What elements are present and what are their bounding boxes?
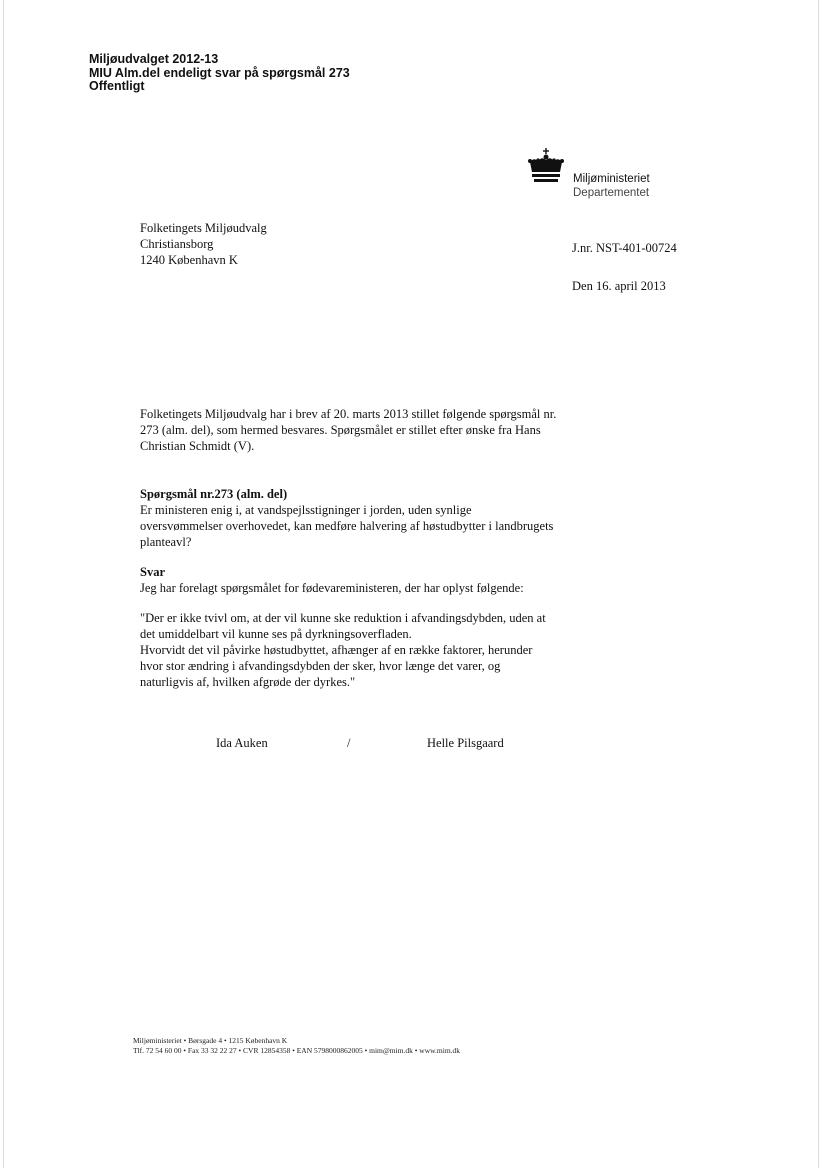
- question-heading: Spørgsmål nr.273 (alm. del): [140, 487, 288, 501]
- quote-line: naturligvis af, hvilken afgrøde der dyrkes.": [140, 675, 356, 689]
- signature-official: Helle Pilsgaard: [427, 736, 504, 750]
- letter-date: Den 16. april 2013: [572, 279, 666, 293]
- quote-line: Hvorvidt det vil påvirke høstudbyttet, afhænger af en række faktorer, herunder: [140, 643, 533, 657]
- letter-footer: [133, 1036, 460, 1056]
- scan-edge-left: [3, 0, 4, 1168]
- journal-number: J.nr. NST-401-00724: [572, 241, 677, 255]
- quote-line: det umiddelbart vil kunne ses på dyrkningsoverfladen.: [140, 627, 412, 641]
- footer-contact: Tlf. 72 54 60 00 • Fax 33 32 22 27 • CVR 12854358 • EAN 5798000862005 • mim@mim.dk • www.mim.dk: [133, 1046, 461, 1055]
- answer-heading: Svar: [140, 565, 165, 579]
- document-header: [89, 53, 350, 94]
- question-line: planteavl?: [140, 535, 192, 549]
- question-line: Er ministeren enig i, at vandspejlsstigninger i jorden, uden synlige: [140, 503, 472, 517]
- header-status: Offentligt: [89, 79, 145, 93]
- recipient-address: [140, 220, 267, 268]
- scan-edge-right: [818, 0, 819, 1168]
- recipient-line: Folketingets Miljøudvalg: [140, 221, 267, 235]
- footer-address: Miljøministeriet • Børsgade 4 • 1215 København K: [133, 1036, 288, 1045]
- answer-quote: [140, 610, 580, 690]
- signature-minister: Ida Auken: [216, 736, 268, 750]
- quote-line: hvor stor ændring i afvandingsdybden der sker, hvor længe det varer, og: [140, 659, 501, 673]
- intro-line: 273 (alm. del), som hermed besvares. Spørgsmålet er stillet efter ønske fra Hans: [140, 423, 541, 437]
- recipient-line: 1240 København K: [140, 253, 238, 267]
- ministry-department: Departementet: [573, 187, 650, 199]
- intro-paragraph: [140, 406, 585, 454]
- ministry-name: Miljøministeriet: [573, 173, 650, 185]
- header-committee: Miljøudvalget 2012-13: [89, 52, 219, 66]
- quote-line: "Der er ikke tvivl om, at der vil kunne ske reduktion i afvandingsdybden, uden at: [140, 611, 546, 625]
- question-text: [140, 502, 580, 550]
- header-title: MIU Alm.del endeligt svar på spørgsmål 273: [89, 65, 350, 80]
- question-line: oversvømmelser overhovedet, kan medføre halvering af høstudbytter i landbrugets: [140, 519, 554, 533]
- answer-text: Jeg har forelagt spørgsmålet for fødevareministeren, der har oplyst følgende:: [140, 581, 524, 595]
- recipient-line: Christiansborg: [140, 237, 214, 251]
- intro-line: Folketingets Miljøudvalg har i brev af 20. marts 2013 stillet følgende spørgsmål nr.: [140, 407, 557, 421]
- intro-line: Christian Schmidt (V).: [140, 439, 255, 453]
- signature-separator: /: [347, 736, 351, 750]
- crown-icon: [524, 148, 568, 184]
